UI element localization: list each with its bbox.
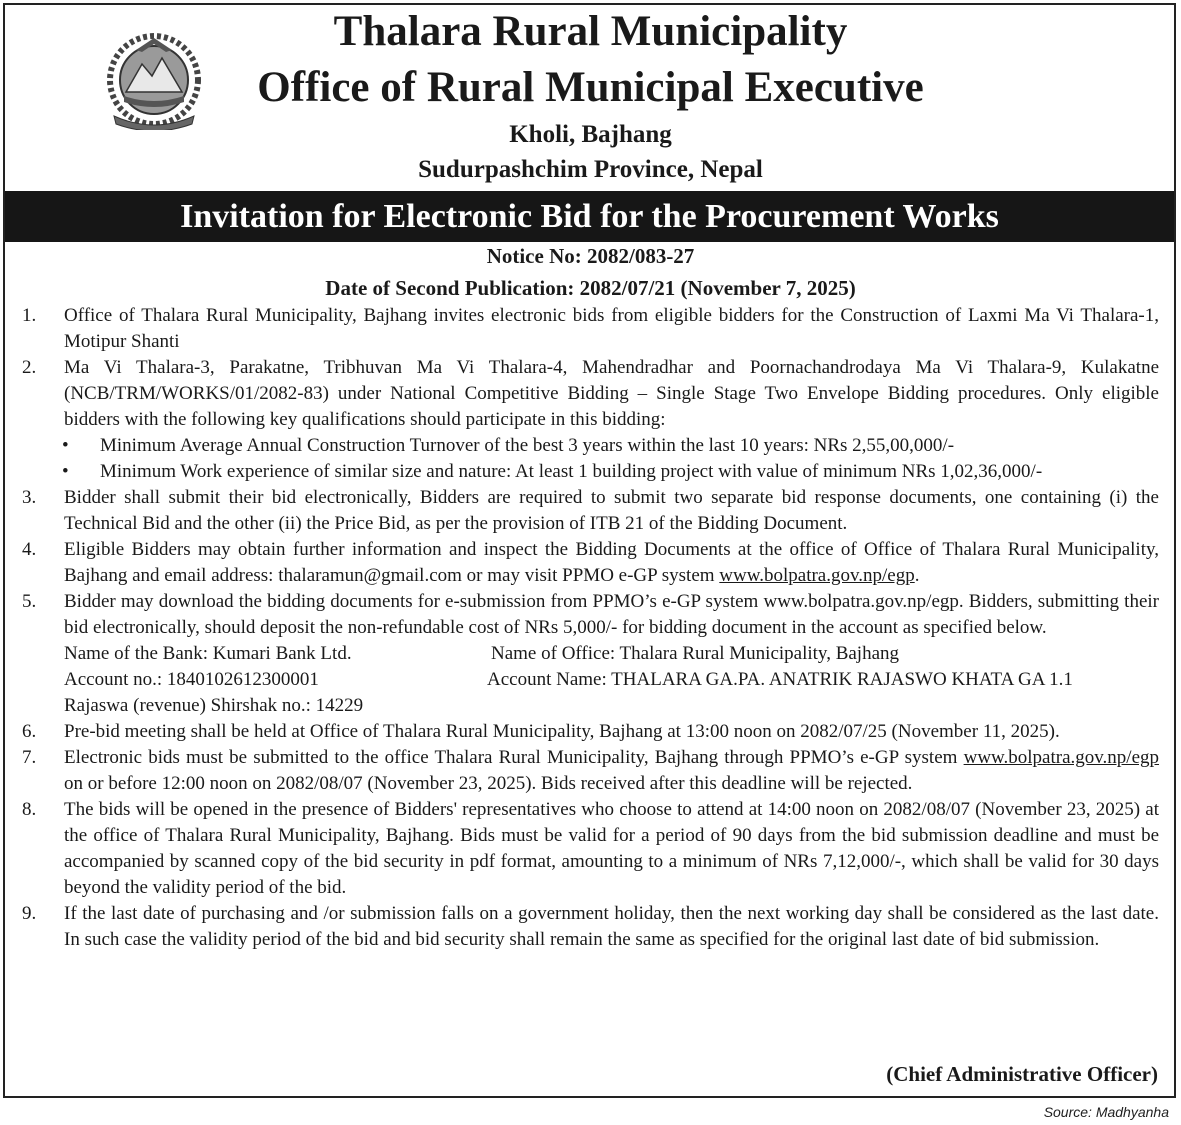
notice-number: Notice No: 2082/083-27 — [486, 244, 695, 268]
item-text-tail: . — [914, 565, 920, 586]
source-credit: Source: Madhyanha — [1043, 1104, 1169, 1120]
item-text: If the last date of purchasing and /or submission falls on a government holiday, then the next working day shall be considered as the last date. In such case the validity period of the bid and bid security shall remain the same as specified for the original last date of bid submission. — [64, 903, 1159, 950]
item-text-tail: on or before 12:00 noon on 2082/08/07 (November 23, 2025). Bids received after this deadline will be rejected. — [64, 773, 913, 794]
notice-banner: Invitation for Electronic Bid for the Procurement Works — [5, 191, 1174, 242]
egp-link[interactable]: www.bolpatra.gov.np/egp — [719, 565, 915, 586]
list-item — [22, 537, 1159, 589]
item-number: 7. — [22, 747, 37, 768]
list-item — [22, 745, 1159, 797]
bullet-icon: • — [62, 461, 69, 482]
item-number: 1. — [22, 305, 37, 326]
list-item — [22, 797, 1159, 901]
list-item — [22, 589, 1159, 641]
item-text: Ma Vi Thalara-3, Parakatne, Tribhuvan Ma Vi Thalara-4, Mahendradhar and Poornachandrodaya Ma Vi Thalara-9, Kulakatne (NCB/TRM/WORKS/01/2082-83) under National Competitive Bidding – Single Stage Two Envelope Bidding procedures. Only eligible bidders with the following key qualifications should participate in this bidding: — [64, 357, 1159, 430]
item-number: 9. — [22, 903, 37, 924]
item-text: Electronic bids must be submitted to the office Thalara Rural Municipality, Bajhang through PPMO’s e-GP system — [64, 747, 958, 768]
item-text: Bidder shall submit their bid electronically, Bidders are required to submit two separate bid response documents, one containing (i) the Technical Bid and the other (ii) the Price Bid, as per the provision of ITB 21 of the Bidding Document. — [64, 487, 1159, 534]
item-text: Eligible Bidders may obtain further information and inspect the Bidding Documents at the office of Office of Thalara Rural Municipality, Bajhang and email address: thalaramun@gmail.com or may visit PPMO e-GP system — [64, 539, 1159, 586]
office-account-name: Name of Office: Thalara Rural Municipality, Bajhang — [491, 643, 900, 664]
publication-date: Date of Second Publication: 2082/07/21 (November 7, 2025) — [325, 276, 856, 300]
item-number: 6. — [22, 721, 37, 742]
item-text: Office of Thalara Rural Municipality, Bajhang invites electronic bids from eligible bidders for the Construction of Laxmi Ma Vi Thalara-1, Motipur Shanti — [64, 305, 1159, 352]
bank-details — [64, 641, 1159, 719]
bullet-text: Minimum Average Annual Construction Turnover of the best 3 years within the last 10 years: NRs 2,55,00,000/- — [100, 435, 955, 456]
bullet-text: Minimum Work experience of similar size and nature: At least 1 building project with value of minimum NRs 1,02,36,000/- — [100, 461, 1043, 482]
item-text: Pre-bid meeting shall be held at Office of Thalara Rural Municipality, Bajhang at 13:00 noon on 2082/07/25 (November 11, 2025). — [64, 721, 1060, 742]
item-text: Bidder may download the bidding documents for e-submission from PPMO’s e-GP system www.bolpatra.gov.np/egp. Bidders, submitting their bid electronically, should deposit the non-refundable cost of NRs 5,000/- for bidding document in the account as specified below. — [64, 591, 1159, 638]
bullet-icon: • — [62, 435, 69, 456]
list-item — [22, 303, 1159, 355]
signature: (Chief Administrative Officer) — [886, 1062, 1158, 1086]
item-number: 4. — [22, 539, 37, 560]
address-line-1: Kholi, Bajhang — [509, 121, 672, 148]
office-name: Office of Rural Municipal Executive — [257, 64, 924, 111]
item-number: 3. — [22, 487, 37, 508]
item-text: The bids will be opened in the presence of Bidders' representatives who choose to attend at 14:00 noon on 2082/08/07 (November 23, 2025) at the office of Thalara Rural Municipality, Bajhang. Bids must be valid for a period of 90 days from the bid submission deadline and must be accompanied by scanned copy of the bid security in pdf format, amounting to a minimum of NRs 7,12,000/-, which shall be valid for 30 days beyond the validity period of the bid. — [64, 799, 1159, 898]
notice-body — [22, 303, 1159, 953]
list-item — [22, 355, 1159, 433]
item-number: 8. — [22, 799, 37, 820]
qualification-bullet — [22, 433, 1159, 459]
address-line-2: Sudurpashchim Province, Nepal — [418, 156, 763, 183]
item-number: 5. — [22, 591, 37, 612]
list-item — [22, 719, 1159, 745]
account-number: Account no.: 1840102612300001 — [64, 669, 319, 690]
revenue-head: Rajaswa (revenue) Shirshak no.: 14229 — [64, 695, 364, 716]
account-name: Account Name: THALARA GA.PA. ANATRIK RAJASWO KHATA GA 1.1 — [487, 669, 1073, 690]
list-item — [22, 485, 1159, 537]
egp-link[interactable]: www.bolpatra.gov.np/egp — [963, 747, 1160, 768]
qualification-bullet — [22, 459, 1159, 485]
list-item — [22, 901, 1159, 953]
bank-name: Name of the Bank: Kumari Bank Ltd. — [64, 643, 352, 664]
org-name: Thalara Rural Municipality — [333, 8, 848, 55]
item-number: 2. — [22, 357, 37, 378]
